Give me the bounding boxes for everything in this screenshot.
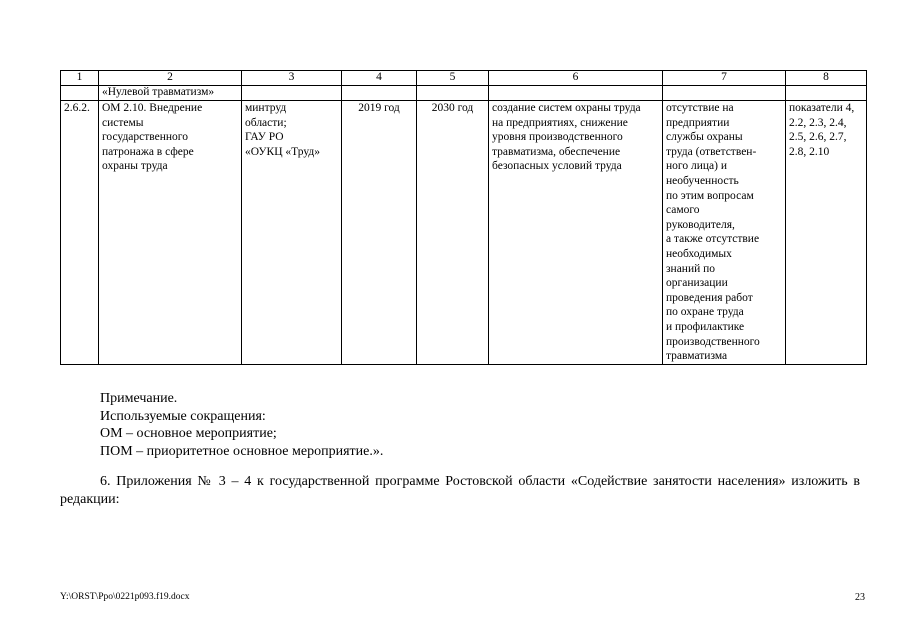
body-paragraph: 6. Приложения № 3 – 4 к государственной программе Ростовской области «Содействие занятости населения» изложить в редакции: — [60, 474, 860, 507]
program-table — [60, 70, 867, 365]
note-line: ПОМ – приоритетное основное мероприятие.». — [100, 443, 384, 459]
subprogram-row — [61, 86, 867, 101]
column-number: 1 — [61, 71, 99, 86]
row-number: 2.6.2. — [61, 101, 99, 365]
page-number: 23 — [855, 592, 865, 603]
empty-cell — [663, 86, 786, 101]
column-number: 6 — [489, 71, 663, 86]
executor: минтруд области; ГАУ РО «ОУКЦ «Труд» — [242, 101, 342, 365]
column-number: 2 — [99, 71, 242, 86]
note-line: Используемые сокращения: — [100, 408, 266, 424]
measure-name: ОМ 2.10. Внедрение системы государственного патронажа в сфере охраны труда — [99, 101, 242, 365]
consequences: отсутствие на предприятии службы охраны труда (ответствен- ного лица) и необученность по этим вопросам самого руководителя, а также отсутствие необходимых знаний по организации проведения работ по охране труда и профилактике производственного травматизма — [663, 101, 786, 365]
column-number-row — [61, 71, 867, 86]
end-year: 2030 год — [417, 101, 489, 365]
empty-cell — [417, 86, 489, 101]
empty-cell — [242, 86, 342, 101]
empty-cell — [61, 86, 99, 101]
column-number: 8 — [786, 71, 867, 86]
notes-block — [100, 390, 383, 460]
empty-cell — [786, 86, 867, 101]
subprogram-title: «Нулевой травматизм» — [99, 86, 242, 101]
empty-cell — [342, 86, 417, 101]
indicators: показатели 4, 2.2, 2.3, 2.4, 2.5, 2.6, 2.7, 2.8, 2.10 — [786, 101, 867, 365]
note-heading: Примечание. — [100, 391, 178, 406]
column-number: 3 — [242, 71, 342, 86]
column-number: 5 — [417, 71, 489, 86]
column-number: 4 — [342, 71, 417, 86]
start-year: 2019 год — [342, 101, 417, 365]
column-number: 7 — [663, 71, 786, 86]
expected-result: создание систем охраны труда на предприятиях, снижение уровня производственного травматизма, обеспечение безопасных условий труда — [489, 101, 663, 365]
note-line: ОМ – основное мероприятие; — [100, 426, 277, 441]
file-path-footer: Y:\ORST\Ppo\0221p093.f19.docx — [60, 592, 190, 602]
empty-cell — [489, 86, 663, 101]
table-row — [61, 101, 867, 365]
